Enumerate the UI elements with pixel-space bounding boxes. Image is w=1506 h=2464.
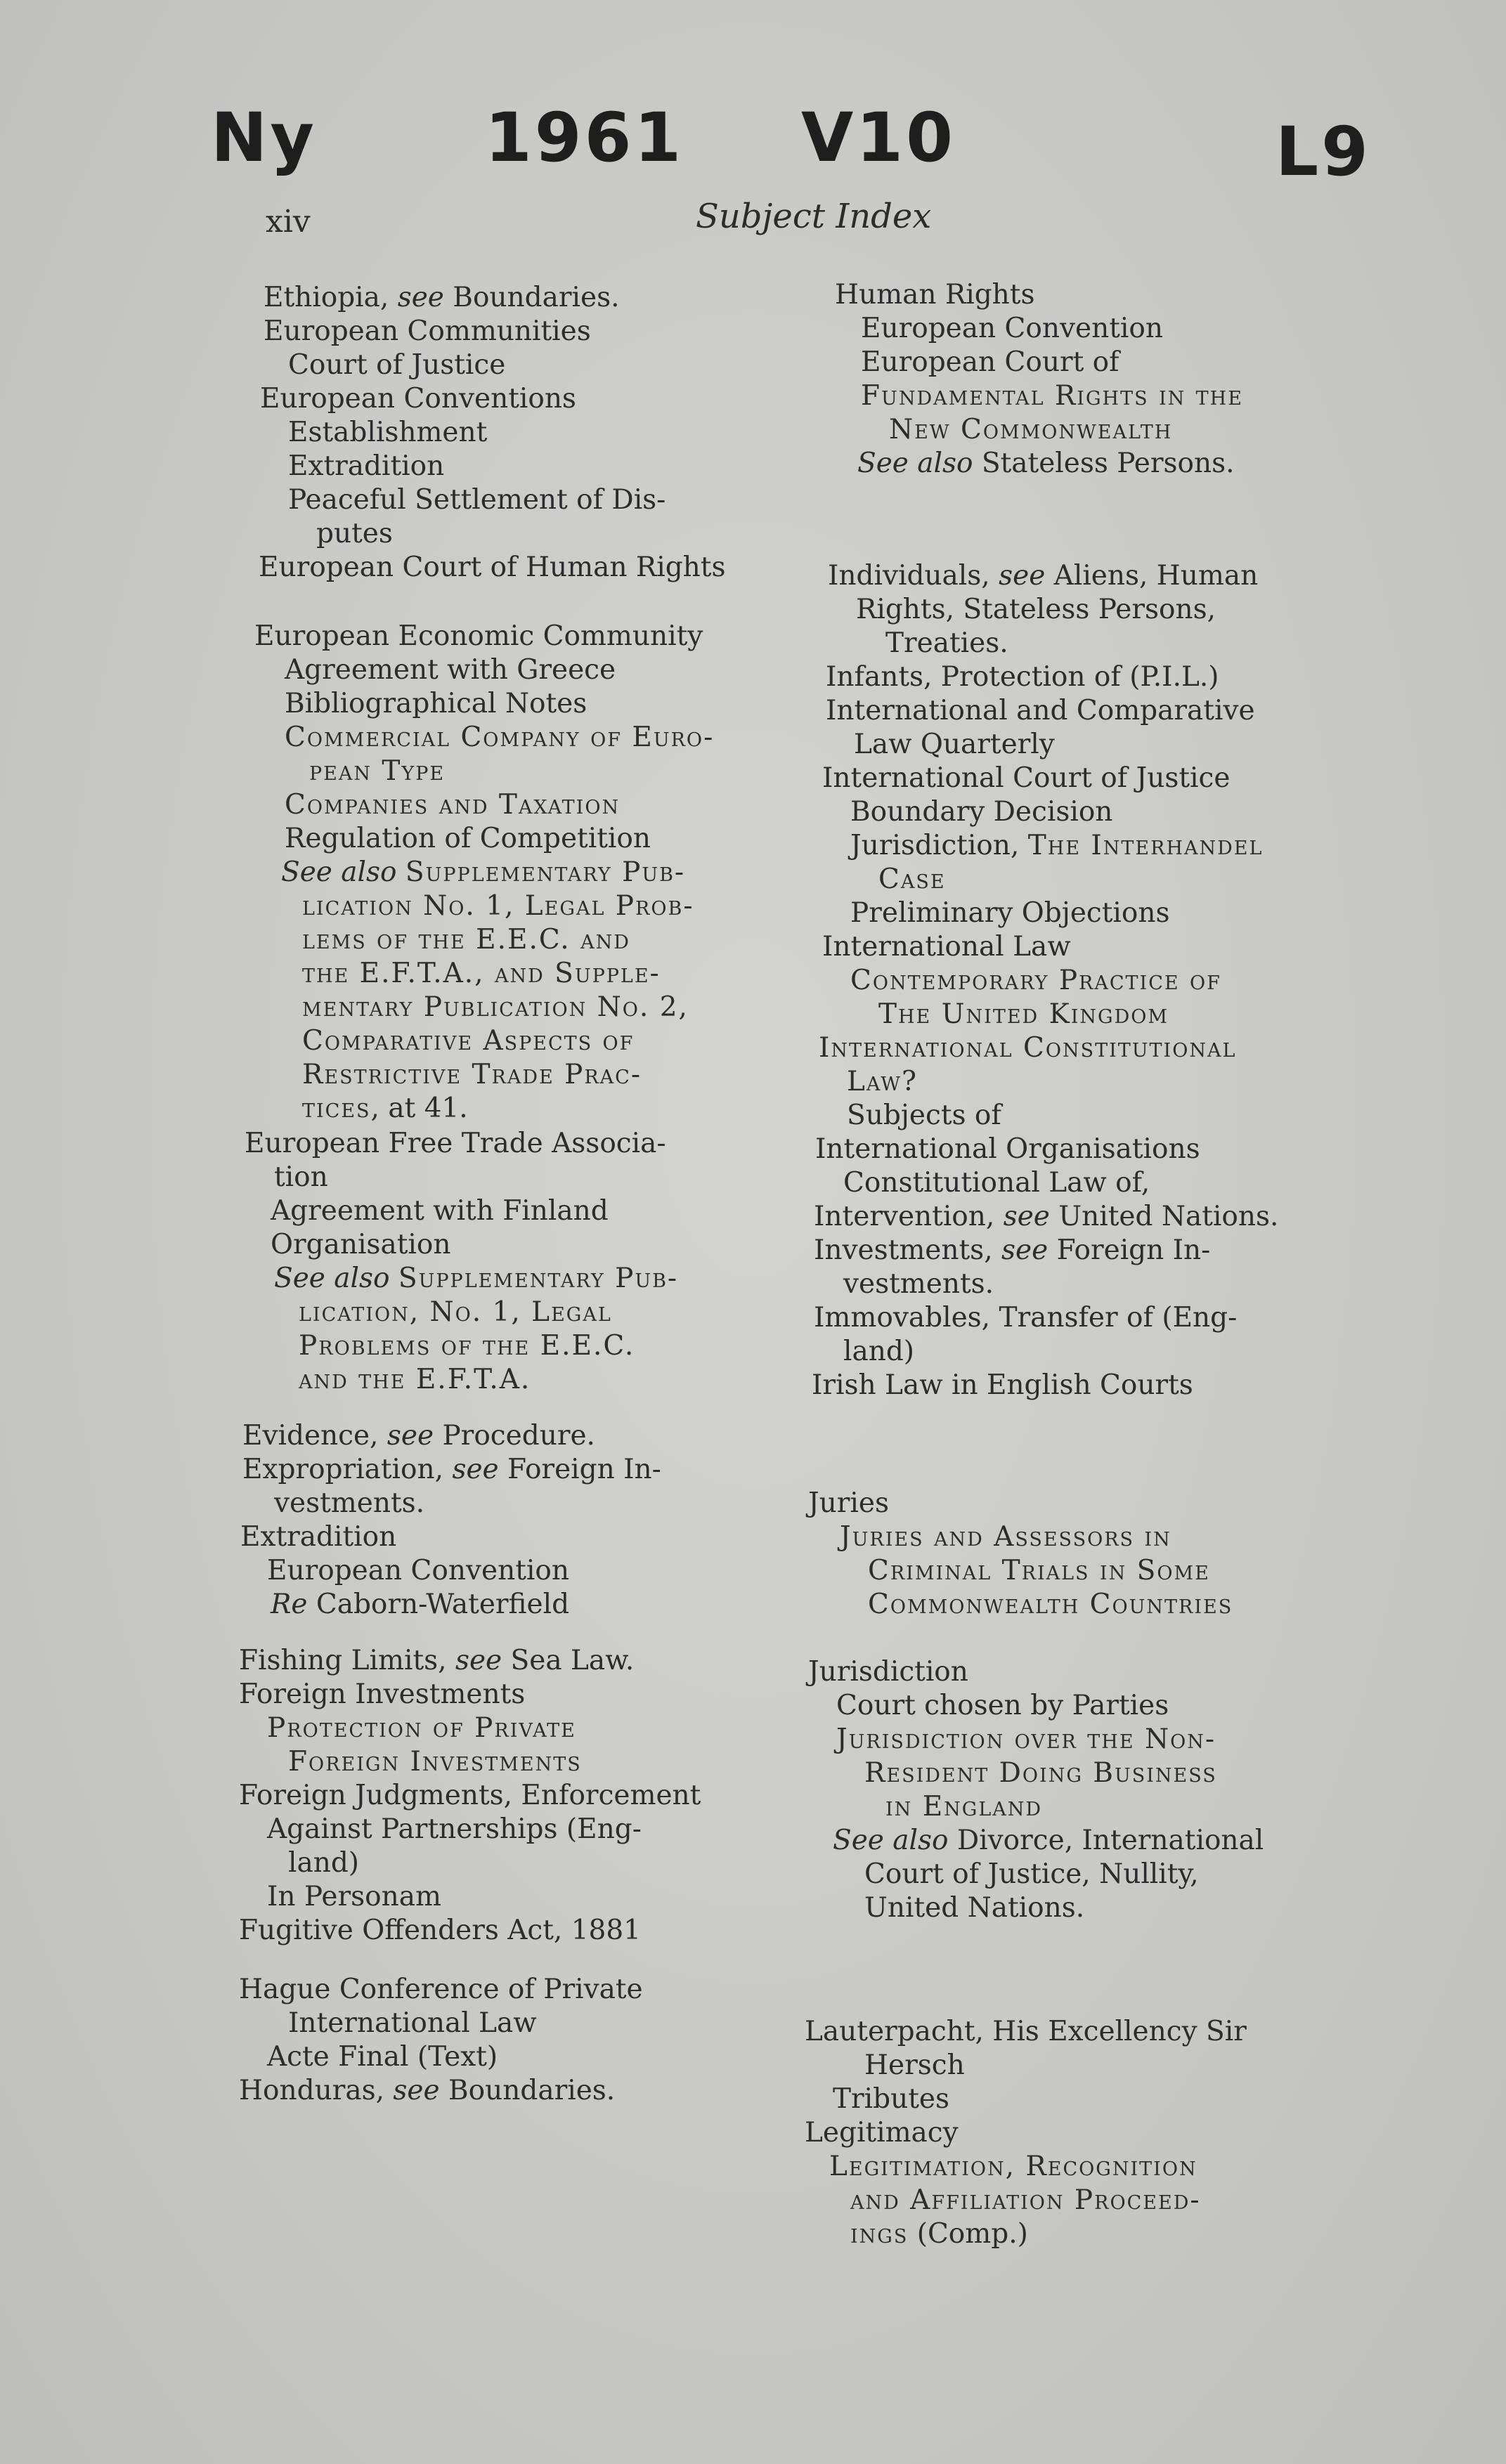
index-entry: Jurisdiction over the Non-: [836, 1723, 1216, 1755]
index-entry: Preliminary Objections: [850, 897, 1170, 929]
index-entry: Comparative Aspects of: [302, 1025, 635, 1057]
index-entry: lication No. 1, Legal Prob-: [302, 890, 694, 922]
index-entry: In Personam: [267, 1881, 441, 1912]
index-entry: Hersch: [864, 2049, 965, 2081]
index-entry: lems of the E.E.C. and: [302, 924, 630, 956]
index-entry: vestments.: [843, 1268, 994, 1300]
index-entry: See also Supplementary Pub-: [281, 856, 686, 888]
index-entry: putes: [316, 518, 393, 549]
index-entry: Fugitive Offenders Act, 1881: [239, 1915, 641, 1946]
index-entry: Tributes: [833, 2083, 949, 2115]
index-entry: Bibliographical Notes: [285, 688, 588, 719]
index-entry: Boundary Decision: [850, 796, 1113, 828]
index-entry: Ethiopia, see Boundaries.: [264, 282, 620, 313]
index-entry: ings (Comp.): [850, 2218, 1028, 2250]
index-entry: Lauterpacht, His Excellency Sir: [805, 2016, 1247, 2047]
index-entry: Irish Law in English Courts: [812, 1369, 1193, 1401]
index-entry: Law Quarterly: [854, 729, 1055, 760]
index-entry: Acte Final (Text): [267, 2041, 498, 2073]
handwritten-mark-1: Ny: [211, 98, 317, 177]
index-entry: International Constitutional: [819, 1032, 1237, 1064]
index-entry: Foreign Judgments, Enforcement: [239, 1780, 701, 1811]
index-entry: Jurisdiction: [808, 1656, 968, 1688]
index-entry: the E.F.T.A., and Supple-: [302, 958, 661, 989]
index-entry: Restrictive Trade Prac-: [302, 1059, 642, 1090]
index-entry: International and Comparative: [826, 695, 1255, 726]
index-entry: Peaceful Settlement of Dis-: [288, 484, 666, 516]
index-entry: Constitutional Law of,: [843, 1167, 1150, 1199]
index-entry: Expropriation, see Foreign In-: [242, 1454, 661, 1485]
index-entry: Treaties.: [885, 627, 1008, 659]
index-entry: mentary Publication No. 2,: [302, 991, 689, 1023]
index-entry: Human Rights: [835, 279, 1035, 311]
index-entry: Extradition: [240, 1521, 397, 1553]
index-entry: Law?: [847, 1066, 918, 1097]
index-entry: The United Kingdom: [878, 998, 1169, 1030]
index-entry: Infants, Protection of (P.I.L.): [826, 661, 1219, 693]
index-entry: vestments.: [274, 1487, 425, 1519]
index-entry: Case: [878, 863, 946, 895]
index-entry: Fishing Limits, see Sea Law.: [239, 1645, 635, 1676]
index-entry: and Affiliation Proceed-: [850, 2184, 1201, 2216]
index-entry: tion: [274, 1161, 328, 1193]
index-entry: European Convention: [861, 313, 1163, 344]
handwritten-mark-4: L9: [1275, 112, 1371, 191]
index-entry: Fundamental Rights in the: [861, 380, 1243, 412]
index-entry: European Court of Human Rights: [259, 552, 726, 583]
index-entry: Against Partnerships (Eng-: [267, 1813, 642, 1845]
index-entry: Foreign Investments: [239, 1678, 526, 1710]
handwritten-mark-2: 1961: [485, 98, 684, 177]
index-entry: Juries: [808, 1487, 889, 1519]
index-entry: Extradition: [288, 450, 445, 482]
index-entry: European Economic Community: [254, 620, 703, 652]
index-entry: Honduras, see Boundaries.: [239, 2075, 616, 2106]
index-entry: European Conventions: [260, 383, 576, 415]
index-entry: European Court of: [861, 346, 1119, 378]
index-entry: See also Stateless Persons.: [857, 448, 1235, 479]
index-entry: Investments, see Foreign In-: [814, 1234, 1211, 1266]
handwritten-mark-3: V10: [801, 98, 956, 177]
index-entry: New Commonwealth: [889, 414, 1173, 445]
index-entry: Hague Conference of Private: [239, 1974, 643, 2005]
index-entry: Protection of Private: [267, 1712, 576, 1744]
index-entry: Legitimacy: [805, 2117, 959, 2149]
index-entry: tices, at 41.: [302, 1093, 468, 1124]
index-entry: land): [288, 1847, 360, 1879]
index-entry: Immovables, Transfer of (Eng-: [814, 1302, 1238, 1334]
index-entry: See also Supplementary Pub-: [274, 1263, 679, 1294]
index-entry: European Communities: [264, 315, 591, 347]
index-entry: Organisation: [271, 1229, 451, 1260]
index-entry: Intervention, see United Nations.: [814, 1201, 1279, 1232]
index-entry: Individuals, see Aliens, Human: [828, 560, 1259, 592]
index-entry: lication, No. 1, Legal: [299, 1296, 612, 1328]
index-entry: Agreement with Finland: [271, 1195, 609, 1227]
index-entry: Court of Justice, Nullity,: [864, 1858, 1199, 1890]
index-entry: in England: [885, 1791, 1043, 1823]
running-head: Subject Index: [696, 197, 932, 236]
index-entry: Resident Doing Business: [864, 1757, 1217, 1789]
index-entry: Rights, Stateless Persons,: [856, 594, 1216, 625]
index-entry: Agreement with Greece: [285, 654, 616, 686]
index-entry: United Nations.: [864, 1892, 1085, 1924]
index-entry: Jurisdiction, The Interhandel: [850, 830, 1264, 861]
index-entry: Juries and Assessors in: [840, 1521, 1171, 1553]
index-entry: pean Type: [309, 755, 446, 787]
index-entry: Companies and Taxation: [285, 789, 621, 821]
index-entry: Legitimation, Recognition: [829, 2151, 1197, 2182]
index-entry: Subjects of: [847, 1100, 1001, 1131]
index-entry: International Law: [822, 931, 1071, 963]
index-entry: International Organisations: [815, 1133, 1200, 1165]
index-entry: European Free Trade Associa-: [245, 1128, 666, 1159]
index-entry: Criminal Trials in Some: [868, 1555, 1210, 1586]
index-entry: Foreign Investments: [288, 1746, 582, 1778]
index-entry: Establishment: [288, 417, 488, 448]
index-entry: land): [843, 1336, 915, 1367]
page-number: xiv: [266, 204, 311, 240]
index-entry: Regulation of Competition: [285, 823, 651, 854]
index-entry: Court of Justice: [288, 349, 506, 381]
index-entry: International Law: [288, 2007, 537, 2039]
index-entry: Evidence, see Procedure.: [242, 1420, 595, 1452]
index-entry: Court chosen by Parties: [836, 1690, 1169, 1721]
index-entry: Problems of the E.E.C.: [299, 1330, 635, 1362]
index-entry: Commonwealth Countries: [868, 1589, 1233, 1620]
index-entry: and the E.F.T.A.: [299, 1364, 531, 1395]
index-entry: Contemporary Practice of: [850, 965, 1221, 996]
index-entry: International Court of Justice: [822, 762, 1231, 794]
index-entry: European Convention: [267, 1555, 569, 1586]
index-entry: Re Caborn-Waterfield: [271, 1589, 570, 1620]
index-entry: Commercial Company of Euro-: [285, 722, 715, 753]
index-entry: See also Divorce, International: [833, 1825, 1264, 1856]
